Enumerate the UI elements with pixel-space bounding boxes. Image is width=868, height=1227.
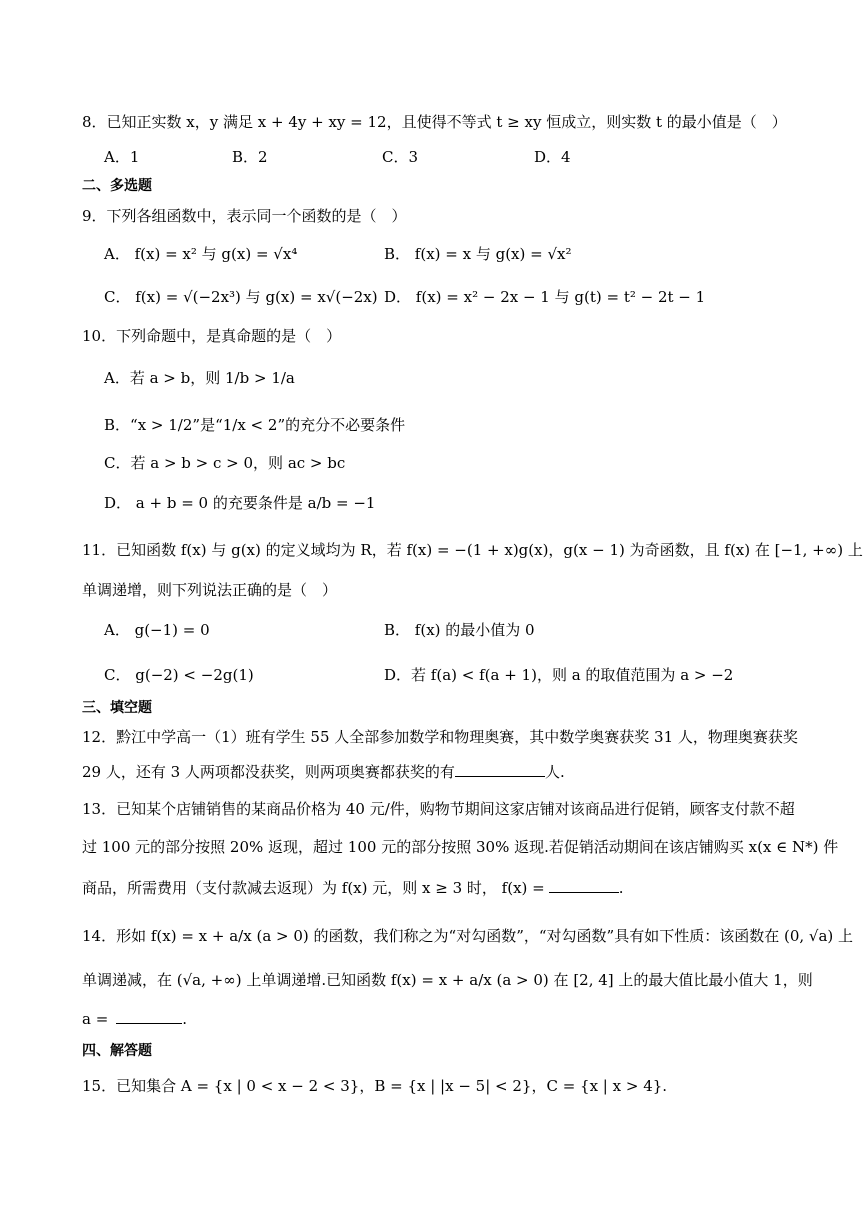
q12-unit: 人. — [544, 763, 565, 781]
q12-text: 29 人，还有 3 人两项都没获奖，则两项奥赛都获奖的有 — [82, 763, 455, 781]
q14-stem-line3 — [82, 1008, 187, 1030]
q14-stem-line2: 单调递减，在 (√a, +∞) 上单调递增.已知函数 f(x) = x + a/x (a > 0) 在 [2, 4] 上的最大值比最小值大 1，则 — [82, 971, 813, 989]
q11-option-c: C． g(−2) < −2g(1) — [104, 666, 254, 684]
q14-text: a = — [82, 1010, 109, 1028]
q13-stem-line2: 过 100 元的部分按照 20% 返现，超过 100 元的部分按照 30% 返现.若促销活动期间在该店铺购买 x(x ∈ N*) 件 — [82, 838, 839, 856]
q13-end: . — [618, 879, 624, 897]
q13-stem-line3 — [82, 877, 624, 899]
q12-stem-line2 — [82, 761, 565, 783]
q11-option-a: A． g(−1) = 0 — [104, 621, 210, 639]
q14-end: . — [182, 1010, 188, 1028]
q14-answer-blank[interactable] — [116, 1009, 182, 1024]
q11-option-b: B． f(x) 的最小值为 0 — [384, 621, 535, 639]
q9-option-d: D． f(x) = x² − 2x − 1 与 g(t) = t² − 2t − 1 — [384, 288, 706, 306]
q14-stem-line1: 14．形如 f(x) = x + a/x (a > 0) 的函数，我们称之为“对勾函数”，“对勾函数”具有如下性质：该函数在 (0, √a) 上 — [82, 927, 854, 945]
q10-stem: 10．下列命题中，是真命题的是（ ） — [82, 327, 342, 345]
q8-option-c: C．3 — [382, 148, 419, 166]
q10-option-a: A．若 a > b，则 1/b > 1/a — [104, 369, 295, 387]
q11-stem-line1: 11．已知函数 f(x) 与 g(x) 的定义域均为 R，若 f(x) = −(1 + x)g(x)，g(x − 1) 为奇函数，且 f(x) 在 [−1, +∞) 上 — [82, 541, 863, 559]
q8-option-b: B．2 — [232, 148, 268, 166]
q12-answer-blank[interactable] — [455, 762, 545, 777]
q12-stem-line1: 12．黔江中学高一（1）班有学生 55 人全部参加数学和物理奥赛，其中数学奥赛获奖 31 人，物理奥赛获奖 — [82, 728, 798, 746]
q8-option-a: A．1 — [104, 148, 140, 166]
q13-stem-line1: 13．已知某个店铺销售的某商品价格为 40 元/件，购物节期间这家店铺对该商品进行促销，顾客支付款不超 — [82, 800, 795, 818]
q10-option-d: D． a + b = 0 的充要条件是 a/b = −1 — [104, 494, 376, 512]
q13-answer-blank[interactable] — [549, 878, 619, 893]
q10-option-c: C．若 a > b > c > 0，则 ac > bc — [104, 454, 346, 472]
q11-stem-line2: 单调递增，则下列说法正确的是（ ） — [82, 581, 338, 599]
q9-option-c: C． f(x) = √(−2x³) 与 g(x) = x√(−2x) — [104, 288, 378, 306]
q8-option-d: D．4 — [534, 148, 571, 166]
section-heading-fill-blank: 三、填空题 — [82, 700, 152, 716]
q10-option-b: B．“x > 1/2”是“1/x < 2”的充分不必要条件 — [104, 416, 406, 434]
q13-text: 商品，所需费用（支付款减去返现）为 f(x) 元，则 x ≥ 3 时， f(x) = — [82, 879, 545, 897]
section-heading-multiple-choice: 二、多选题 — [82, 178, 152, 194]
q9-stem: 9．下列各组函数中，表示同一个函数的是（ ） — [82, 207, 407, 225]
q9-option-a: A． f(x) = x² 与 g(x) = √x⁴ — [104, 245, 298, 263]
q8-stem: 8．已知正实数 x，y 满足 x + 4y + xy = 12，且使得不等式 t ≥ xy 恒成立，则实数 t 的最小值是（ ） — [82, 113, 787, 131]
q9-option-b: B． f(x) = x 与 g(x) = √x² — [384, 245, 572, 263]
q11-option-d: D．若 f(a) < f(a + 1)，则 a 的取值范围为 a > −2 — [384, 666, 734, 684]
section-heading-free-response: 四、解答题 — [82, 1043, 152, 1059]
q15-stem: 15．已知集合 A = {x | 0 < x − 2 < 3}，B = {x | |x − 5| < 2}，C = {x | x > 4}. — [82, 1077, 668, 1095]
